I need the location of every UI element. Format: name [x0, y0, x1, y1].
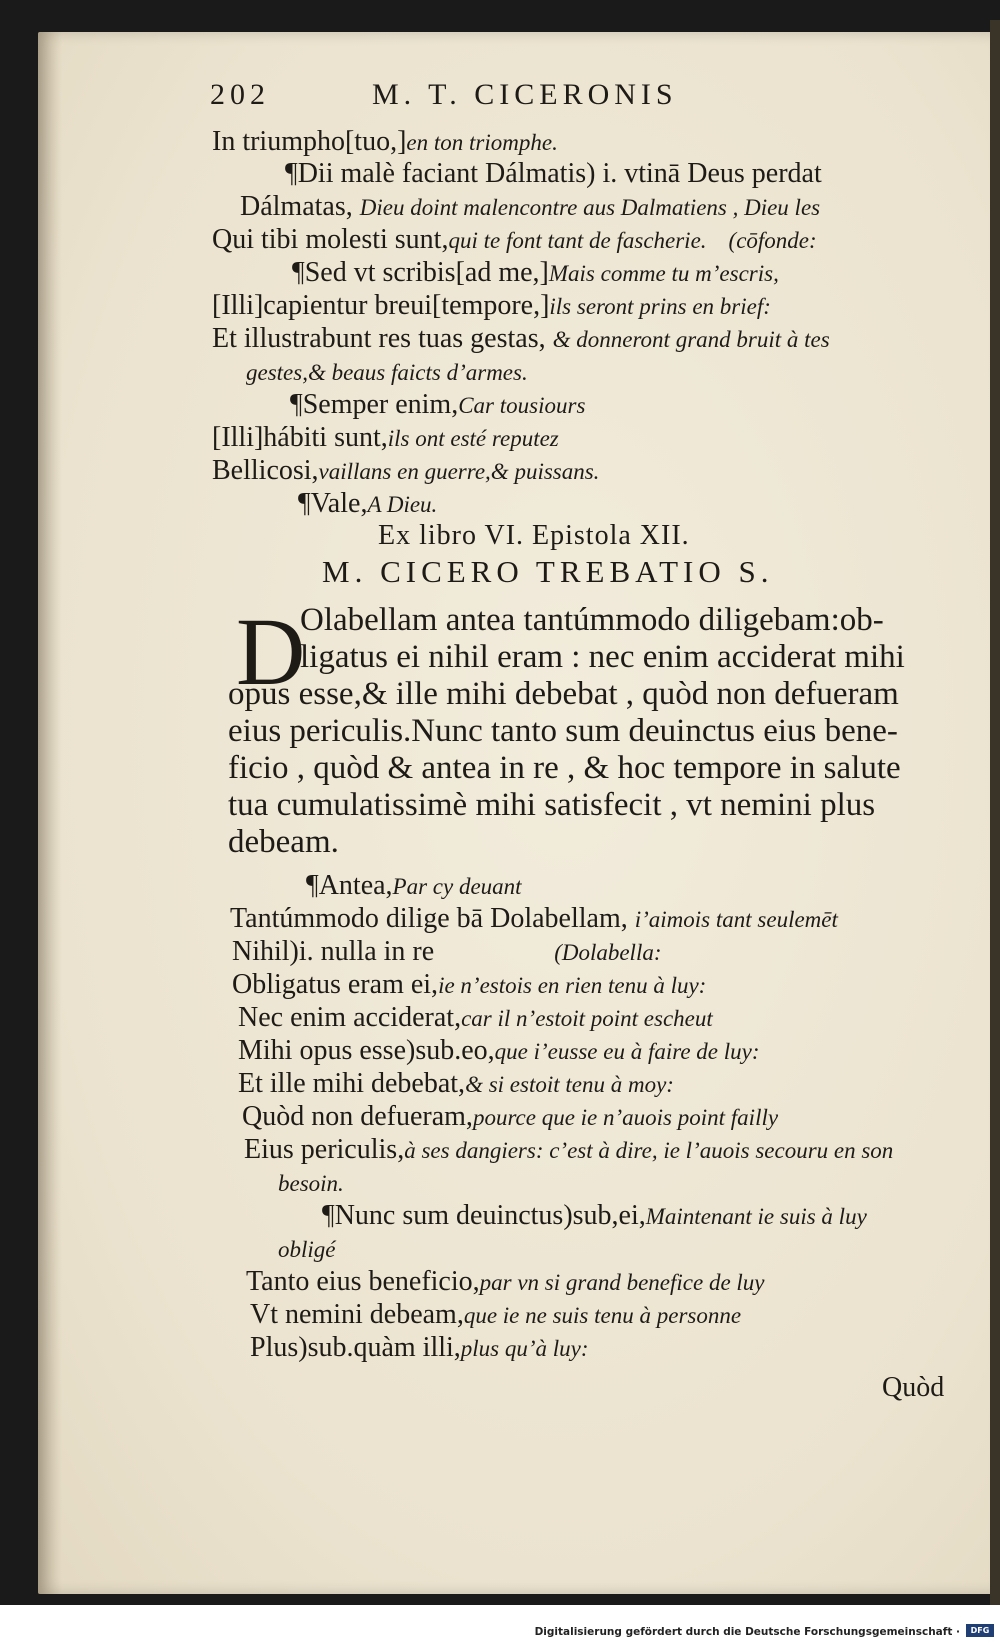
- gloss-line: ¶Antea,Par cy deuant: [306, 870, 522, 901]
- text-line: [Illi]capientur breui[tempore,]ils seront prins en brief:: [212, 290, 771, 321]
- gloss-line: Eius periculis,à ses dangiers: c’est à dire, ie l’auois secouru en son: [244, 1134, 894, 1165]
- text-line: In triumpho[tuo,]en ton triomphe.: [212, 126, 558, 157]
- gloss-line: Et ille mihi debebat,& si estoit tenu à moy:: [238, 1068, 674, 1099]
- text-line: Qui tibi molesti sunt,qui te font tant de fascherie. (cōfonde:: [212, 224, 817, 255]
- funding-credit: Digitalisierung gefördert durch die Deutsche Forschungsgemeinschaft ·: [534, 1626, 960, 1638]
- letter-line: ligatus ei nihil eram : nec enim acciderat mihi: [300, 639, 905, 675]
- text-line: ¶Semper enim,Car tousiours: [290, 389, 586, 420]
- letter-line: tua cumulatissimè mihi satisfecit , vt nemini plus: [228, 787, 876, 823]
- gloss-line: Nihil)i. nulla in re (Dolabella:: [232, 936, 662, 967]
- text-line: ¶Dii malè faciant Dálmatis) i. vtinā Deus perdat: [285, 158, 822, 189]
- letter-line: ficio , quòd & antea in re , & hoc tempore in salute: [228, 750, 901, 786]
- text-line: Et illustrabunt res tuas gestas, & donneront grand bruit à tes: [212, 323, 830, 354]
- text-line: [Illi]hábiti sunt,ils ont esté reputez: [212, 422, 559, 453]
- gloss-line: ¶Nunc sum deuinctus)sub,ei,Maintenant ie suis à luy: [322, 1200, 867, 1231]
- gloss-line: obligé: [278, 1237, 336, 1262]
- gloss-line: besoin.: [278, 1171, 344, 1196]
- text-line: Bellicosi,vaillans en guerre,& puissans.: [212, 455, 600, 486]
- gloss-line: Obligatus eram ei,ie n’estois en rien tenu à luy:: [232, 969, 707, 1000]
- gloss-line: Mihi opus esse)sub.eo,que i’eusse eu à faire de luy:: [238, 1035, 760, 1066]
- catchword: Quòd: [882, 1372, 945, 1403]
- text-line: ¶Sed vt scribis[ad me,]Mais comme tu m’escris,: [292, 257, 779, 288]
- gloss-line: Nec enim acciderat,car il n’estoit point escheut: [238, 1002, 713, 1033]
- gloss-line: Vt nemini debeam,que ie ne suis tenu à personne: [250, 1299, 742, 1330]
- gutter-shadow: [38, 32, 62, 1594]
- page-number: 202: [210, 78, 270, 111]
- letter-line: debeam.: [228, 824, 339, 860]
- text-line: gestes,& beaus faicts d’armes.: [246, 360, 528, 385]
- gloss-line: Quòd non defueram,pource que ie n’auois point failly: [242, 1101, 779, 1132]
- text-line: Dálmatas, Dieu doint malencontre aus Dalmatiens , Dieu les: [240, 191, 821, 222]
- dfg-logo: DFG: [966, 1624, 994, 1637]
- drop-cap: D: [236, 598, 306, 705]
- page-edge: [990, 20, 1000, 1605]
- gloss-line: Tantúmmodo dilige bā Dolabellam, i’aimois tant seulemēt: [230, 903, 838, 934]
- letter-line: opus esse,& ille mihi debebat , quòd non defueram: [228, 676, 899, 712]
- running-title: M. T. CICERONIS: [372, 78, 678, 111]
- epistle-heading: M. CICERO TREBATIO S.: [322, 554, 774, 589]
- epistle-source: Ex libro VI. Epistola XII.: [378, 520, 690, 551]
- text-line: ¶Vale,A Dieu.: [298, 488, 438, 519]
- letter-line: Olabellam antea tantúmmodo diligebam:ob-: [300, 602, 884, 638]
- letter-line: eius periculis.Nunc tanto sum deuinctus eius bene-: [228, 713, 898, 749]
- gloss-line: Plus)sub.quàm illi,plus qu’à luy:: [250, 1332, 589, 1363]
- gloss-line: Tanto eius beneficio,par vn si grand benefice de luy: [246, 1266, 765, 1297]
